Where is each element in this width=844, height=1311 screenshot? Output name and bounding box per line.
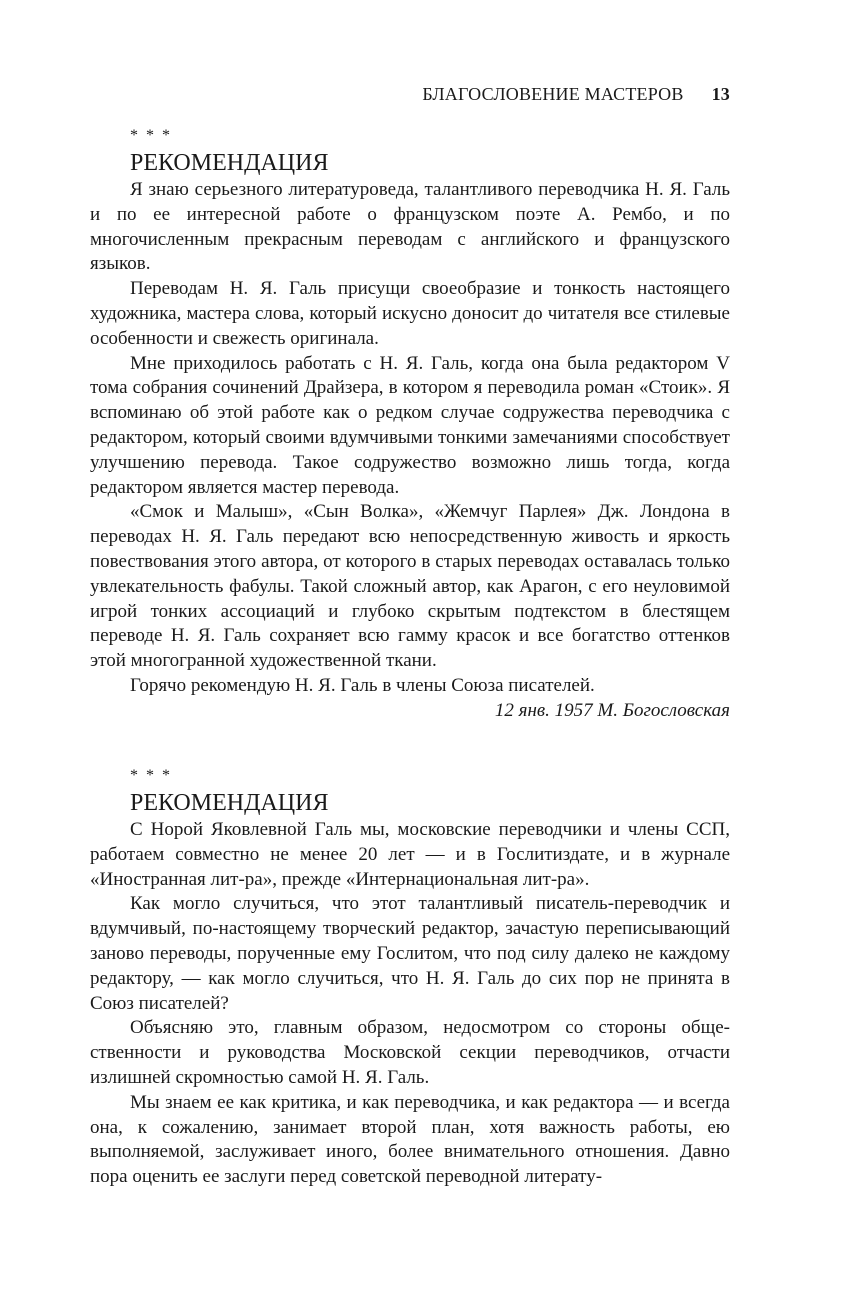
section-title: РЕКОМЕНДАЦИЯ <box>130 150 329 176</box>
paragraph: Переводам Н. Я. Галь присущи своеобразие и тонкость настоящего художника, мастера слова, который искусно доносит до читателя все стилевые особенности и свежесть оригинала. <box>90 278 730 349</box>
paragraph: Мы знаем ее как критика, и как переводчика, и как редактора — и всегда она, к сожалению, занимает второй план, хотя важность работы, ею выполняемой, заслуживает иного, более внимательного отношения. Давно пора оценить ее заслуги перед советской переводной литерату- <box>90 1091 730 1188</box>
section-separator: * * * <box>130 767 172 784</box>
paragraph: Мне приходилось работать с Н. Я. Галь, когда она была редактором V тома собрания сочинений Драйзера, в котором я переводила роман «Стоик». Я вспоминаю об этой работе как о редком случае содружества переводчика с редактором, который своими вдумчивыми тонкими замечаниями способствует улучшению перевода. Такое содружество возможно лишь тогда, когда редактором является мастер перевода. <box>90 352 730 498</box>
paragraph: С Норой Яковлевной Галь мы, московские переводчики и члены ССП, работаем совместно не менее 20 лет — и в Гослитиздате, и в журнале «Иностранная лит-ра», прежде «Интернациональная лит-ра». <box>90 819 730 890</box>
paragraph: Как могло случиться, что этот талантливый писатель-переводчик и вдумчивый, по-настоящему творческий редактор, зачастую переписывающий заново переводы, порученные ему Гослитом, что под силу далеко не каждому редактору, — как могло случиться, что Н. Я. Галь до сих пор не принята в Союз писателей? <box>90 893 730 1014</box>
page-number: 13 <box>711 84 730 104</box>
paragraph: Горячо рекомендую Н. Я. Галь в члены Союза писателей. <box>130 674 595 696</box>
signature: 12 янв. 1957 М. Богословская <box>494 699 730 721</box>
running-head <box>90 84 730 105</box>
section-title: РЕКОМЕНДАЦИЯ <box>130 790 329 816</box>
recommendation-section-2 <box>90 768 730 1190</box>
recommendation-section-1 <box>90 128 730 724</box>
paragraph: «Смок и Малыш», «Сын Волка», «Жемчуг Парлея» Дж. Лондона в переводах Н. Я. Галь передают всю непосредственную живость и яркость повествования этого автора, от которого в старых переводах оставалась только увлекательность фабулы. Такой сложный автор, как Арагон, с его неуловимой игрой тонких ассоциаций и глубоко скрытым подтекстом в блестящем переводе Н. Я. Галь сохраняет всю гамму красок и все богатство оттенков этой многогранной художественной ткани. <box>90 501 730 672</box>
section-separator: * * * <box>130 127 172 144</box>
paragraph: Я знаю серьезного литературоведа, талантливого переводчика Н. Я. Галь и по ее интересной работе о французском поэте А. Рембо, и по многочисленным прекрасным переводам с английского и французского языков. <box>90 179 730 275</box>
paragraph: Объясняю это, главным образом, недосмотром со стороны общественности и руководства Московской секции переводчиков, отчасти излишней скромностью самой Н. Я. Галь. <box>90 1017 730 1088</box>
running-head-title: БЛАГОСЛОВЕНИЕ МАСТЕРОВ <box>422 84 684 104</box>
